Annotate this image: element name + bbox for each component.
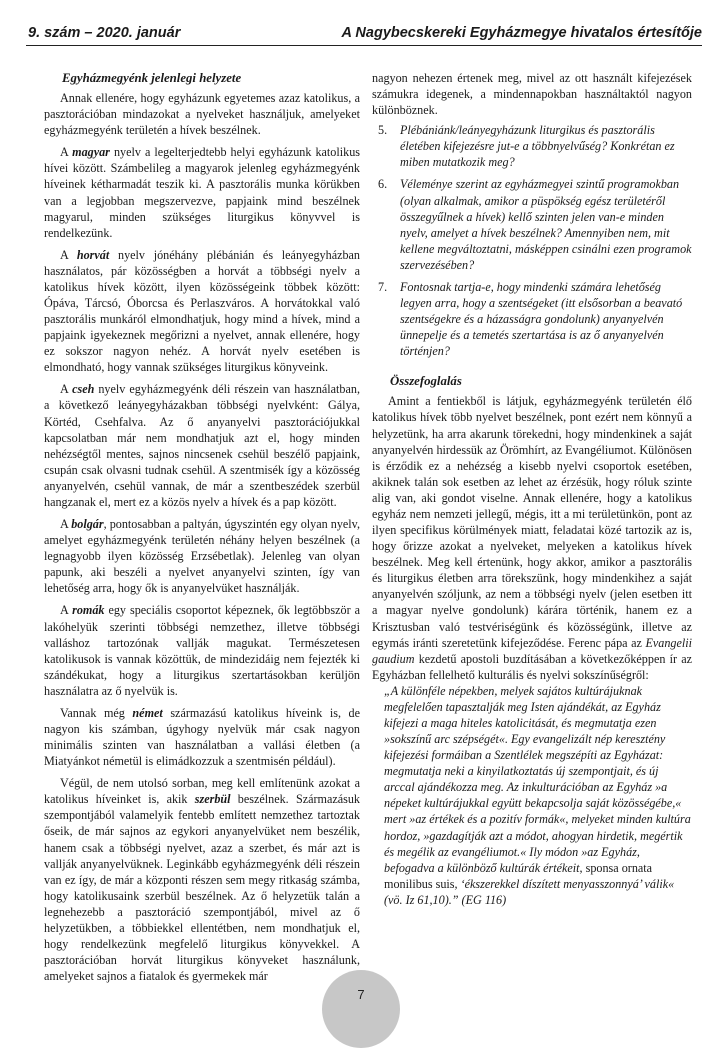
question-6: 6. Véleménye szerint az egyházmegyei szintű programokban (olyan alkalmak, amikor a püspökség egész területéről összegyűlnek a hívek) kellő szinten jelen van-e minden nyelv, amelyet a hívek beszélnek? Amennyiben nem, mit kellene megváltoztatni, másképpen csinálni ezen programok szervezésében? xyxy=(378,177,692,272)
issue-label: 9. szám – 2020. január xyxy=(28,25,181,41)
section-heading: Egyházmegyénk jelenlegi helyzete xyxy=(62,71,242,85)
intro-paragraph: Annak ellenére, hogy egyházunk egyetemes azaz katolikus, a pasztorációban mindazokat a nyelveket használjuk, amelyeket egyházmegyénk területén a hívek beszélnek. xyxy=(44,91,360,138)
publication-title: A Nagybecskereki Egyházmegye hivatalos értesítője xyxy=(341,25,702,41)
summary-paragraph: Amint a fentiekből is látjuk, egyházmegyénk területén élő katolikus hívek több nyelvet beszélnek, pont ezért nem könnyű a helyzetünk, ha arra akarunk törekedni, hogy mindenkinek a saját anyanyelvén hirdessük az Örömhírt, az Evangéliumot. Különösen is érződik ez a nehézség a kisebb nyelvi csoportok esetében, akiknek talán sok esetben az lehet az érzésük, hogy róluk szinte alig van, aki gondot viselne. Annak ellenére, hogy a katolikus egyház nem nemzeti jellegű, mégis, itt a mi területünkön, pont az ilyen specifikus körülmények miatt, feladatai közé tartozik az is, hogy őrizze azokat a nyelveket, melyeken a katolikus hívek beszélnek. Meg kell értenünk, hogy akkor, amikor a pasztorális és liturgikus életben arra törekszünk, hogy mindenkihez a saját anyanyelvén szóljunk, az nem a többségi nyelv (jelen esetben itt a magyar nyelve gondolunk) kárára történik, hanem ez a Krisztusban való testvériségünk és közösségünk, illetve az egymás iránti szeretetünk kifejeződése. Ferenc pápa az Evangelii gaudium kezdetű apostoli buzdításában a következőképpen ír az Egyházban fellelhető kulturális és nyelvi sokszínűségről: xyxy=(372,394,692,682)
hungarian-paragraph: A magyar nyelv a legelterjedtebb helyi egyházunk katolikus hívei között. Számbelileg a magyarok jelenleg egyházmegyénk híveinek kétharmadát teszik ki. A pasztorális munka körükben van a legjobban megszervezve, papjaink mind beszélnek magyarul, minden szükséges liturgikus könyvvel is rendelkezünk. xyxy=(44,145,360,240)
header-rule xyxy=(26,45,702,46)
summary-heading: Összefoglalás xyxy=(390,374,462,389)
left-column xyxy=(44,70,360,984)
question-5: 5. Plébániánk/leányegyházunk liturgikus és pasztorális életében kifejezésre jut-e a többnyelvűség? Konkrétan ez miben mutatkozik meg? xyxy=(378,123,675,170)
page-number: 7 xyxy=(357,987,365,1002)
continued-paragraph: nagyon nehezen értenek meg, mivel az ott használt kifejezések számukra idegenek, a mindennapokban használtaktól nagyon különböznek. xyxy=(372,71,692,118)
czech-paragraph: A cseh nyelv egyházmegyénk déli részein van használatban, a következő leányegyházakban többségi nyelvként: Gálya, Körtéd, Csehfalva. Az ő anyanyelvi pasztorációjukkal kapcsolatban már nem mondhatjuk azt el, hogy minden nehézségtől mentes, sajnos nincsenek csehül beszélő papjaink, csupán csak olvasni tudnak csehül. A szentmisék így a közösség anyanyelvén, csehül vannak, de már a szentbeszédek szerbül hangzanak el, mert ez a közös nyelv a hívek és a pap között. xyxy=(44,382,360,509)
roma-paragraph: A romák egy speciális csoportot képeznek, ők legtöbbször a lakóhelyük szerinti többségi nemzethez, illetve többségi valláshoz tartozónak vallják magukat. Természetesen katolikusok is vannak közöttük, de mindezidáig nem fejezték ki szándékukat, hogy a liturgikus szertartásokban kerüljön használatra az ő nyelvük is. xyxy=(44,603,360,698)
running-header xyxy=(26,20,702,46)
page-number-badge xyxy=(322,970,400,1048)
right-column xyxy=(372,70,692,908)
croatian-paragraph: A horvát nyelv jónéhány plébánián és leányegyházban használatos, pár közösségben a horvát a többségi nyelv a katolikus hívek között, ilyen közösségeink többek között: Ópáva, Tárcsó, Óborcsa és Perlaszváros. A horvátokkal való pasztorális munkáról elmondhatjuk, hogy mind a hívek, mind a papjaink igyekeznek megőrizni a nyelvet, annak ellenére, hogy ez sokszor nagyon nehéz. A horvát nyelv esetében is elmondható, hogy vannak szükséges liturgikus könyveink. xyxy=(44,247,360,375)
serbian-paragraph: Végül, de nem utolsó sorban, meg kell említenünk azokat a katolikus híveinket is, akik szerbül beszélnek. Származásuk szempontjából valamelyik fentebb említett nemzethez tartoztak őseik, de már sajnos az egykori anyanyelvüket nem beszélik, hanem csak a többségi nyelvet, azaz a szerbet, és már azt is vallják anyanyelvüknek. Leginkább egyházmegyénk déli részein van ez így, de már a központi részen sem megy ritkaság számba, hogy katolikusaink szerbül beszélnek. Az ő helyzetük talán a legnehezebb a pasztoráció szempontjából, mivel az ő helyzetükben, a többiekkel ellentétben, nem mondhatjuk el, hogy rendelkezünk megfelelő liturgikus könyvekkel. A pasztorációban horvát liturgikus könyveket használunk, amelyeket sajnos a fiatalok és gyermekek már xyxy=(44,776,360,984)
question-7: 7. Fontosnak tartja-e, hogy mindenki számára lehetőség legyen arra, hogy a szentségeket (itt elsősorban a beavató szentségekre és a házasságra gondolunk) anyanyelvén ünnepelje és a temetés szertartása is az ő anyanyelvén történjen? xyxy=(378,279,683,359)
german-paragraph: Vannak még német származású katolikus híveink is, de nagyon kis számban, úgyhogy nyelvük már csak nagyon minimális szinten van használatban a vallási életben (a Miatyánkot németül is elimádkozzuk a szentmisén például). xyxy=(44,705,360,769)
bulgarian-paragraph: A bolgár, pontosabban a paltyán, úgyszintén egy olyan nyelv, amelyet egyházmegyénk területén néhány helyen beszélnek (a legnagyobb ilyen közösség Erzsébetlak). Jelenleg van olyan papunk, aki beszéli a nyelvet anyanyelvi szinten, így van lehetőség arra, hogy ők is anyanyelvüket használják. xyxy=(44,517,360,596)
pope-quote: „A különféle népekben, melyek sajátos kultúrájuknak megfelelően tapasztalják meg Isten ajándékát, az Egyház kifejezi a maga hiteles katolicitását, és megmutatja ezen »sokszínű arc szépségét«. Egy evangelizált nép keresztény kifejezési formáiban a Szentlélek megszépíti az Egyházat: megmutatja neki a kinyilatkoztatás új szempontjait, és új arccal ajándékozza meg. Az inkulturációban az Egyház »a népeket kultúrájukkal együtt bekapcsolja saját közösségébe,« mert »az értékek és a pozitív formák«, melyeket minden kultúra hordoz, »gazdagítják azt a módot, ahogyan hirdetik, megértik és megélik az evangéliumot.« Ily módon »az Egyház, befogadva a különböző kultúrák értékeit, sponsa ornata monilibus suis, ‘ékszerekkel díszített menyasszonnyá’ válik« (vö. Iz 61,10).” (EG 116) xyxy=(384,683,691,907)
